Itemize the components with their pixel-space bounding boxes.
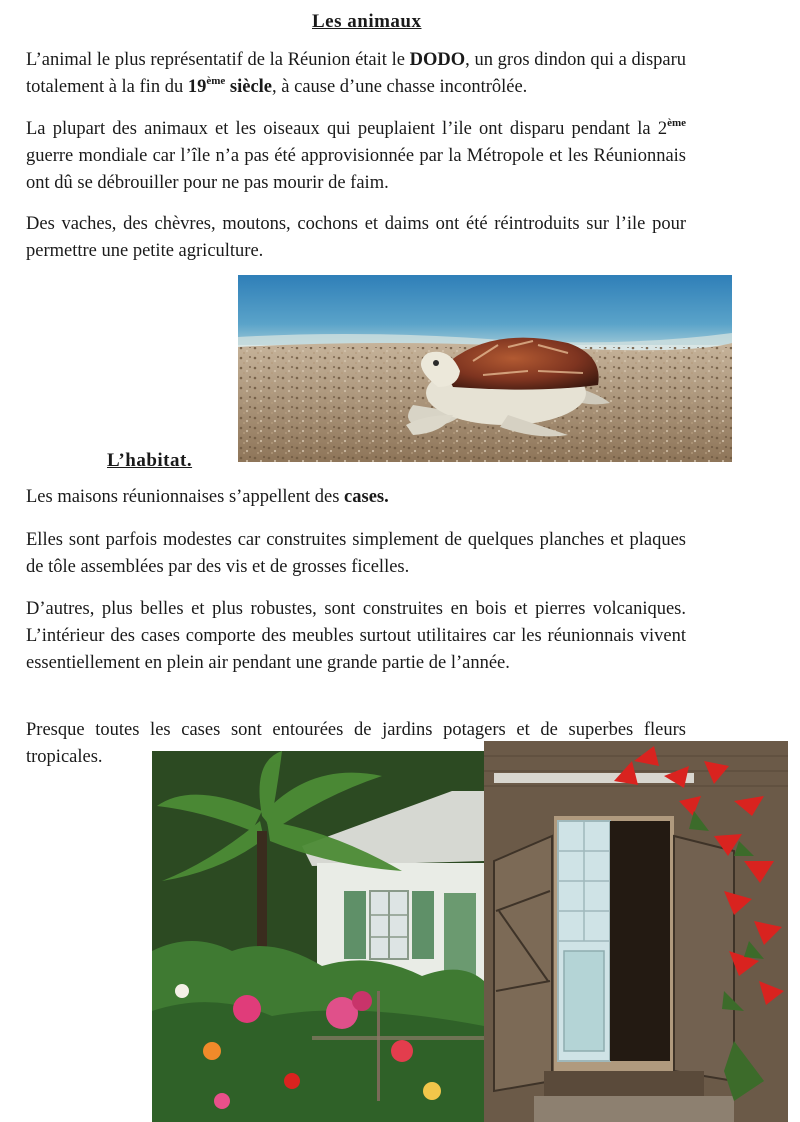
paragraph-war — [26, 116, 686, 197]
paragraph-robust: D’autres, plus belles et plus robustes, sont construites en bois et pierres volcaniques. L’intérieur des cases comporte des meubles surtout utilitaires car les réunionnais vivent essentiellement en plein air pendant une grande partie de l’année. — [26, 599, 686, 673]
text-span: L’animal le plus représentatif de la Réunion était le — [26, 50, 410, 70]
text-span: , à cause d’une chasse incontrôlée. — [272, 77, 528, 97]
garden-house-photo — [152, 751, 484, 1122]
garden-illustration — [152, 751, 484, 1122]
section-title-animaux: Les animaux — [312, 11, 422, 32]
century-number — [188, 77, 272, 97]
bold-dodo: DODO — [409, 50, 466, 70]
turtle-illustration — [238, 275, 732, 462]
ordinal-num: 2 — [657, 119, 668, 139]
turtle-beach-photo — [238, 275, 732, 462]
paragraph-cases — [26, 484, 686, 511]
ordinal-sup: ème — [667, 117, 686, 129]
wooden-door-photo — [484, 741, 788, 1122]
text-span: La plupart des animaux et les oiseaux qui peuplaient l’ile ont disparu pendant la — [26, 119, 658, 139]
paragraph-dodo — [26, 47, 686, 101]
bold-cases: cases. — [344, 487, 389, 507]
paragraph-modest: Elles sont parfois modestes car construites simplement de quelques planches et plaques de tôle assemblées par des vis et de grosses ficelles. — [26, 530, 686, 577]
century-num: 19 — [187, 77, 207, 97]
text-span: Les maisons réunionnaises s’appellent des — [26, 487, 345, 507]
text-span: guerre mondiale car l’île n’a pas été approvisionnée par la Métropole et les Réunionnais ont dû se débrouiller pour ne pas mourir de faim. — [26, 146, 686, 193]
paragraph-livestock: Des vaches, des chèvres, moutons, cochons et daims ont été réintroduits sur l’ile pour permettre une petite agriculture. — [26, 214, 686, 261]
section-title-habitat: L’habitat. — [107, 450, 193, 471]
text-span: , un gros dindon qui a disparu totalement à la fin du — [26, 50, 687, 97]
century-word: siècle — [225, 77, 273, 97]
century-sup: ème — [206, 75, 226, 87]
paragraph-gardens: Presque toutes les cases sont entourées de jardins potagers et de superbes fleurs tropicales. — [26, 720, 686, 767]
door-illustration — [484, 741, 788, 1122]
